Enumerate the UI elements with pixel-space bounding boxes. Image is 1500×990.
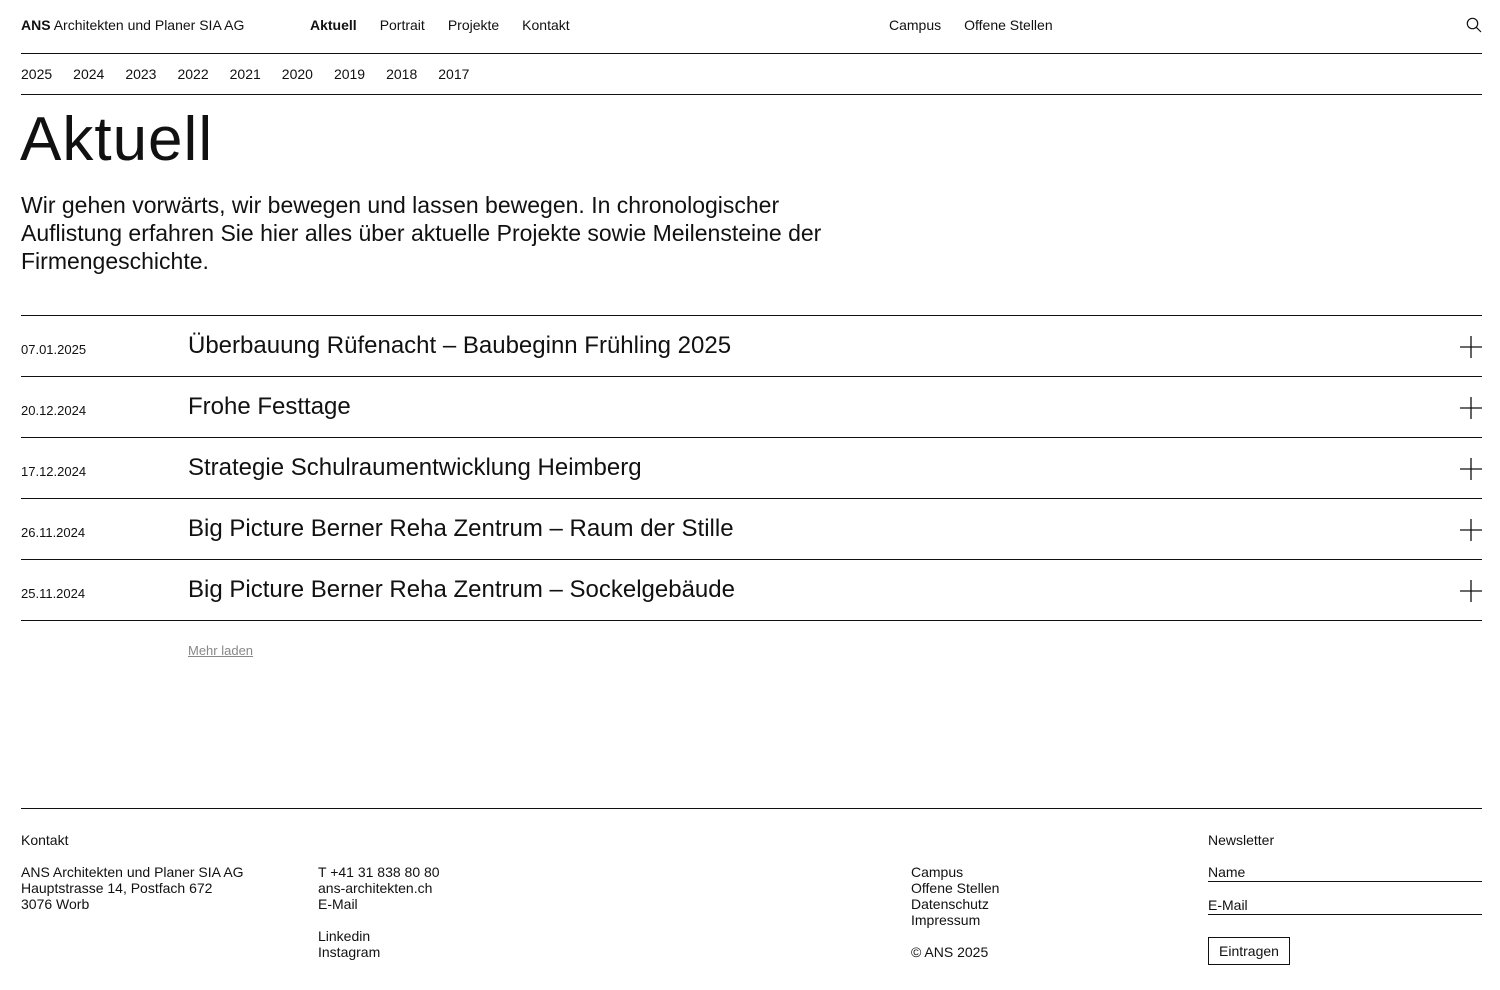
copyright: © ANS 2025 bbox=[911, 944, 989, 960]
year-2018[interactable]: 2018 bbox=[386, 66, 418, 82]
footer-links bbox=[911, 864, 999, 928]
footer-links-col bbox=[911, 848, 999, 960]
load-more-link[interactable]: Mehr laden bbox=[188, 643, 254, 658]
news-item[interactable] bbox=[21, 438, 1482, 499]
news-date: 26.11.2024 bbox=[21, 525, 86, 540]
news-item[interactable] bbox=[21, 377, 1482, 438]
search-icon[interactable] bbox=[1466, 17, 1482, 33]
news-title: Frohe Festtage bbox=[188, 393, 351, 420]
news-list bbox=[21, 315, 1482, 621]
plus-icon[interactable] bbox=[1460, 397, 1482, 419]
news-title: Überbauung Rüfenacht – Baubeginn Frühling 2025 bbox=[188, 332, 732, 359]
news-date: 07.01.2025 bbox=[21, 342, 87, 357]
year-2017[interactable]: 2017 bbox=[438, 66, 470, 82]
site-header bbox=[21, 0, 1482, 54]
footer-link-campus[interactable]: Campus bbox=[911, 864, 964, 880]
nav-portrait[interactable]: Portrait bbox=[379, 17, 425, 33]
nav-aktuell[interactable]: Aktuell bbox=[310, 17, 357, 33]
footer-link-datenschutz[interactable]: Datenschutz bbox=[911, 896, 989, 912]
linkedin-link[interactable]: Linkedin bbox=[318, 928, 371, 944]
nav-campus[interactable]: Campus bbox=[889, 17, 942, 33]
plus-icon[interactable] bbox=[1460, 519, 1482, 541]
news-item[interactable] bbox=[21, 560, 1482, 621]
plus-icon[interactable] bbox=[1460, 458, 1482, 480]
secondary-nav bbox=[889, 17, 1053, 33]
newsletter-name-input[interactable]: Name bbox=[1208, 864, 1482, 882]
news-title: Strategie Schulraumentwicklung Heimberg bbox=[188, 454, 642, 481]
main-nav bbox=[310, 17, 570, 33]
nav-kontakt[interactable]: Kontakt bbox=[522, 17, 570, 33]
logo[interactable]: ANS Architekten und Planer SIA AG bbox=[21, 17, 245, 33]
instagram-link[interactable]: Instagram bbox=[318, 944, 381, 960]
year-filter bbox=[21, 54, 1482, 95]
year-2021[interactable]: 2021 bbox=[229, 66, 261, 82]
footer-contact-links bbox=[318, 864, 440, 912]
newsletter-submit-button[interactable]: Eintragen bbox=[1208, 937, 1290, 965]
address-line: ANS Architekten und Planer SIA AG bbox=[21, 864, 244, 880]
news-item[interactable] bbox=[21, 499, 1482, 560]
intro-text: Wir gehen vorwärts, wir bewegen und lassen bewegen. In chronologischer Auflistung erfahren Sie hier alles über aktuelle Projekte sowie Meilensteine der Firmengeschichte. bbox=[21, 192, 822, 274]
site-footer bbox=[21, 808, 1482, 960]
news-date: 20.12.2024 bbox=[21, 403, 87, 418]
year-2020[interactable]: 2020 bbox=[281, 66, 313, 82]
page-title: Aktuell bbox=[20, 105, 214, 174]
address-line: Hauptstrasse 14, Postfach 672 bbox=[21, 880, 213, 896]
newsletter-email-input[interactable]: E-Mail bbox=[1208, 897, 1482, 915]
newsletter-heading: Newsletter bbox=[1208, 832, 1275, 848]
plus-icon[interactable] bbox=[1460, 580, 1482, 602]
year-2023[interactable]: 2023 bbox=[125, 66, 157, 82]
footer-address bbox=[21, 864, 244, 912]
footer-link-offene-stellen[interactable]: Offene Stellen bbox=[911, 880, 1000, 896]
website-link[interactable]: ans-architekten.ch bbox=[318, 880, 433, 896]
plus-icon[interactable] bbox=[1460, 336, 1482, 358]
nav-offene-stellen[interactable]: Offene Stellen bbox=[964, 17, 1053, 33]
footer-address-col bbox=[21, 809, 244, 912]
news-title: Big Picture Berner Reha Zentrum – Raum der Stille bbox=[188, 515, 734, 542]
news-date: 17.12.2024 bbox=[21, 464, 87, 479]
news-item[interactable] bbox=[21, 316, 1482, 377]
nav-projekte[interactable]: Projekte bbox=[447, 17, 500, 33]
year-2024[interactable]: 2024 bbox=[73, 66, 105, 82]
footer-contact-heading: Kontakt bbox=[21, 832, 69, 848]
year-2025[interactable]: 2025 bbox=[21, 66, 53, 82]
news-title: Big Picture Berner Reha Zentrum – Sockelgebäude bbox=[188, 576, 735, 603]
phone-link[interactable]: T +41 31 838 80 80 bbox=[318, 864, 440, 880]
year-2019[interactable]: 2019 bbox=[333, 66, 366, 82]
year-2022[interactable]: 2022 bbox=[177, 66, 209, 82]
footer-contact-col bbox=[318, 848, 440, 960]
address-line: 3076 Worb bbox=[21, 896, 90, 912]
news-date: 25.11.2024 bbox=[21, 586, 86, 601]
footer-social bbox=[318, 928, 440, 960]
email-link[interactable]: E-Mail bbox=[318, 896, 358, 912]
newsletter-col bbox=[1208, 809, 1482, 965]
footer-link-impressum[interactable]: Impressum bbox=[911, 912, 981, 928]
